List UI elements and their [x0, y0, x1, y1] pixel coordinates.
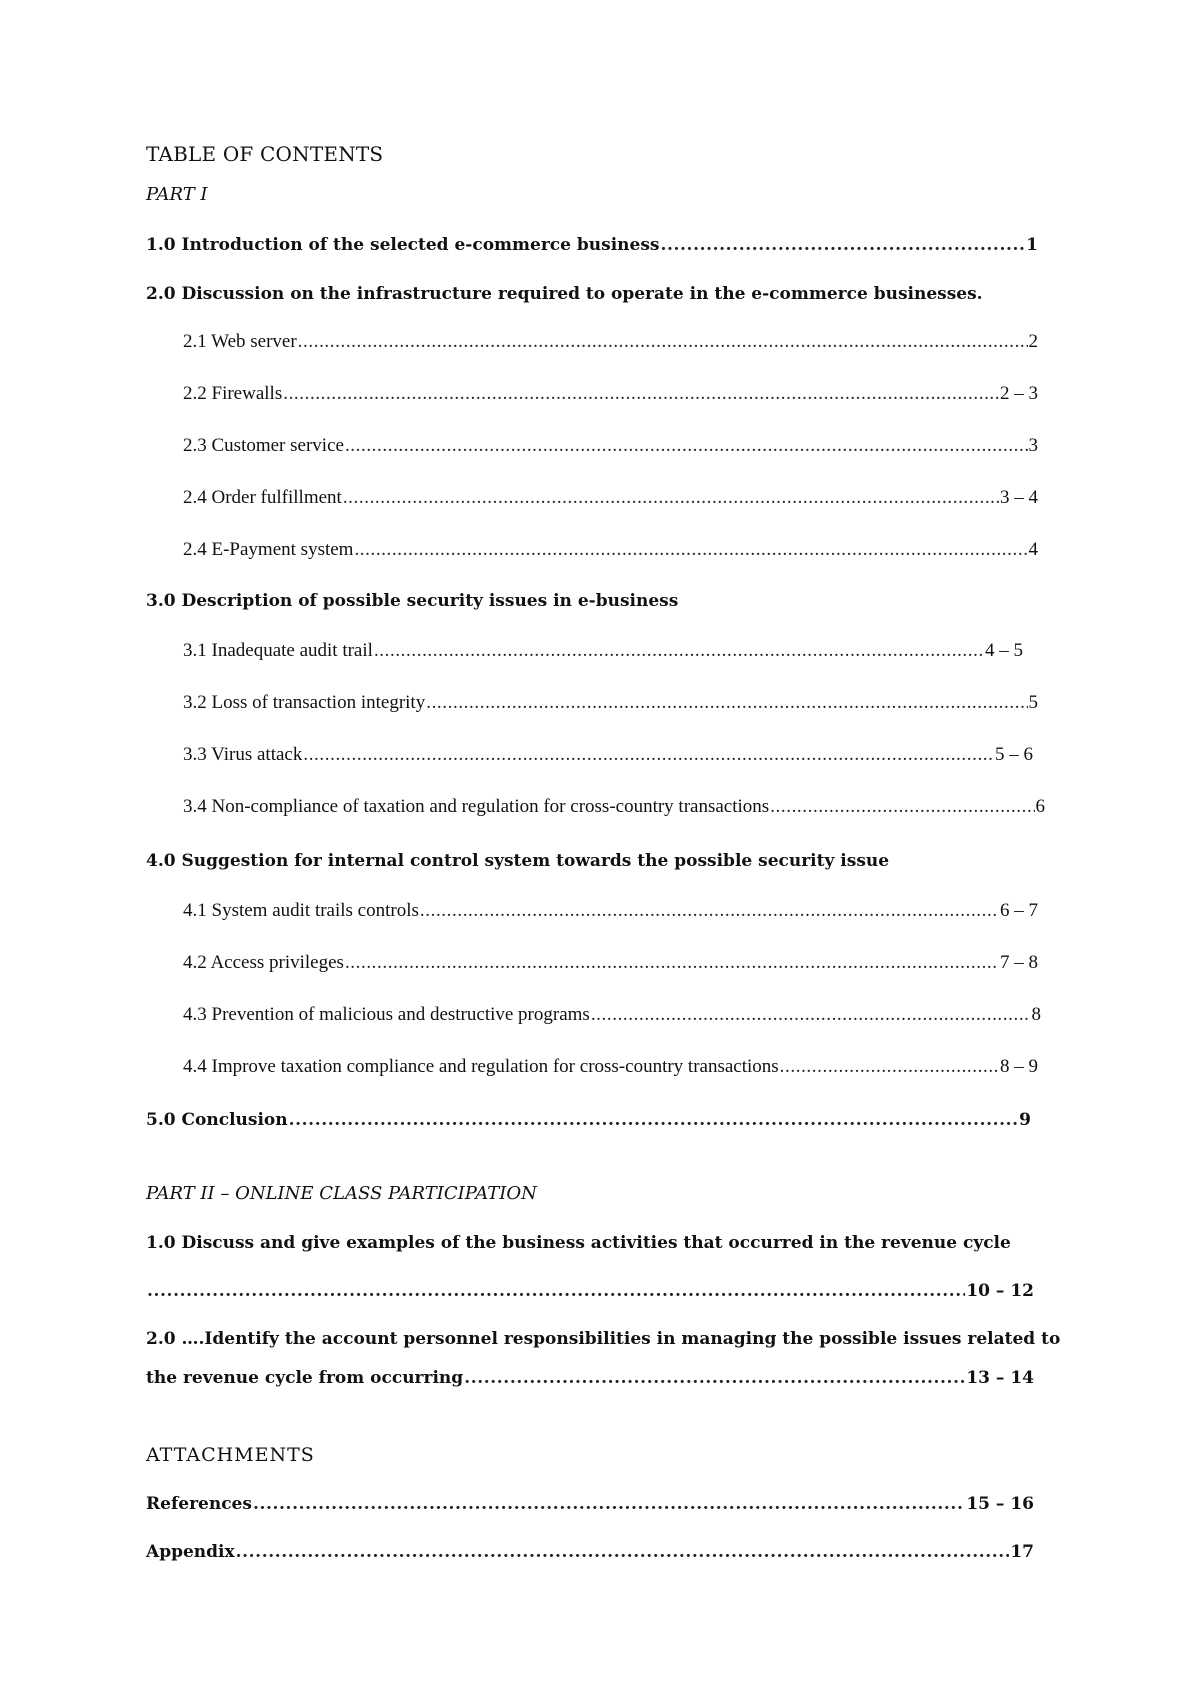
toc-entry-label: 4.3 Prevention of malicious and destructive programs [183, 1004, 590, 1025]
toc-entry-5-0[interactable] [146, 1110, 1031, 1130]
toc-entry-label: 3.4 Non-compliance of taxation and regulation for cross-country transactions [183, 796, 770, 817]
toc-entry-page: 10 – 12 [966, 1281, 1034, 1301]
dot-leader [289, 1110, 1019, 1130]
toc-entry-p2-2-0-label-line1[interactable]: 2.0 ….Identify the account personnel responsibilities in managing the possible issues related to [146, 1329, 1061, 1349]
toc-entry-page: 2 [1028, 331, 1038, 352]
toc-title: TABLE OF CONTENTS [146, 142, 384, 166]
toc-entry-p2-2-0[interactable] [146, 1368, 1034, 1388]
part-1-title: PART I [146, 184, 208, 205]
toc-entry-label: 3.1 Inadequate audit trail [183, 640, 373, 661]
toc-entry-page: 6 [1035, 796, 1045, 817]
toc-entry-3-4[interactable] [183, 796, 1045, 818]
dot-leader [303, 744, 994, 766]
toc-entry-page: 7 – 8 [1000, 952, 1038, 973]
toc-entry-3-1[interactable] [183, 640, 1023, 662]
toc-entry-page: 1 [1026, 235, 1038, 255]
toc-entry-3-0[interactable]: 3.0 Description of possible security issues in e-business [146, 591, 679, 611]
dot-leader [236, 1542, 1010, 1562]
toc-entry-p2-1-0-leader[interactable] [146, 1281, 1034, 1301]
toc-entry-page: 5 [1028, 692, 1038, 713]
toc-entry-1-0[interactable] [146, 235, 1038, 255]
dot-leader [464, 1368, 965, 1388]
attachments-title: ATTACHMENTS [146, 1444, 315, 1466]
toc-entry-page: 9 [1019, 1110, 1031, 1130]
toc-entry-2-0[interactable]: 2.0 Discussion on the infrastructure required to operate in the e-commerce businesses. [146, 284, 983, 304]
toc-entry-page: 5 – 6 [995, 744, 1033, 765]
toc-entry-4-0[interactable]: 4.0 Suggestion for internal control system towards the possible security issue [146, 851, 890, 871]
toc-entry-label: 5.0 Conclusion [146, 1110, 288, 1130]
dot-leader [374, 640, 984, 662]
toc-entry-2-4-payment[interactable] [183, 539, 1038, 561]
toc-entry-label: 4.2 Access privileges [183, 952, 344, 973]
toc-entry-label: 3.2 Loss of transaction integrity [183, 692, 426, 713]
dot-leader [147, 1281, 965, 1301]
dot-leader [253, 1494, 965, 1514]
toc-entry-page: 3 [1028, 435, 1038, 456]
dot-leader [420, 900, 999, 922]
dot-leader [345, 435, 1028, 457]
toc-entry-page: 6 – 7 [1000, 900, 1038, 921]
toc-entry-label: 1.0 Introduction of the selected e-commerce business [146, 235, 660, 255]
toc-entry-label: 2.1 Web server [183, 331, 297, 352]
toc-entry-4-2[interactable] [183, 952, 1038, 974]
toc-entry-3-3[interactable] [183, 744, 1033, 766]
toc-entry-label: 2.2 Firewalls [183, 383, 283, 404]
toc-entry-page: 4 – 5 [985, 640, 1023, 661]
toc-entry-2-4[interactable] [183, 487, 1038, 509]
dot-leader [591, 1004, 1031, 1026]
toc-entry-references[interactable] [146, 1494, 1034, 1514]
toc-entry-2-1[interactable] [183, 331, 1038, 353]
toc-entry-label: 4.1 System audit trails controls [183, 900, 419, 921]
dot-leader [354, 539, 1027, 561]
dot-leader [426, 692, 1027, 714]
dot-leader [283, 383, 999, 405]
toc-entry-2-2[interactable] [183, 383, 1038, 405]
dot-leader [298, 331, 1028, 353]
dot-leader [780, 1056, 999, 1078]
part-2-title: PART II – ONLINE CLASS PARTICIPATION [146, 1183, 537, 1204]
toc-entry-4-1[interactable] [183, 900, 1038, 922]
dot-leader [345, 952, 999, 974]
toc-entry-page: 15 – 16 [966, 1494, 1034, 1514]
toc-entry-label: References [146, 1494, 252, 1514]
toc-entry-page: 8 – 9 [1000, 1056, 1038, 1077]
toc-entry-page: 3 – 4 [1000, 487, 1038, 508]
toc-entry-page: 4 [1028, 539, 1038, 560]
toc-entry-label: 2.3 Customer service [183, 435, 344, 456]
toc-entry-4-4[interactable] [183, 1056, 1038, 1078]
dot-leader [770, 796, 1034, 818]
toc-entry-label: 4.4 Improve taxation compliance and regulation for cross-country transactions [183, 1056, 779, 1077]
toc-entry-page: 13 – 14 [966, 1368, 1034, 1388]
toc-entry-2-3[interactable] [183, 435, 1038, 457]
toc-entry-page: 17 [1010, 1542, 1034, 1562]
toc-entry-label: the revenue cycle from occurring [146, 1368, 464, 1388]
toc-entry-label: 2.4 Order fulfillment [183, 487, 342, 508]
toc-entry-3-2[interactable] [183, 692, 1038, 714]
toc-entry-label: 2.4 E-Payment system [183, 539, 354, 560]
toc-entry-page: 2 – 3 [1000, 383, 1038, 404]
toc-entry-label: Appendix [146, 1542, 235, 1562]
toc-entry-4-3[interactable] [183, 1004, 1041, 1026]
dot-leader [660, 235, 1025, 255]
toc-entry-label: 3.3 Virus attack [183, 744, 303, 765]
toc-entry-page: 8 [1031, 1004, 1041, 1025]
dot-leader [343, 487, 999, 509]
toc-entry-p2-1-0-label[interactable]: 1.0 Discuss and give examples of the business activities that occurred in the revenue cycle [146, 1233, 1011, 1253]
toc-entry-appendix[interactable] [146, 1542, 1034, 1562]
